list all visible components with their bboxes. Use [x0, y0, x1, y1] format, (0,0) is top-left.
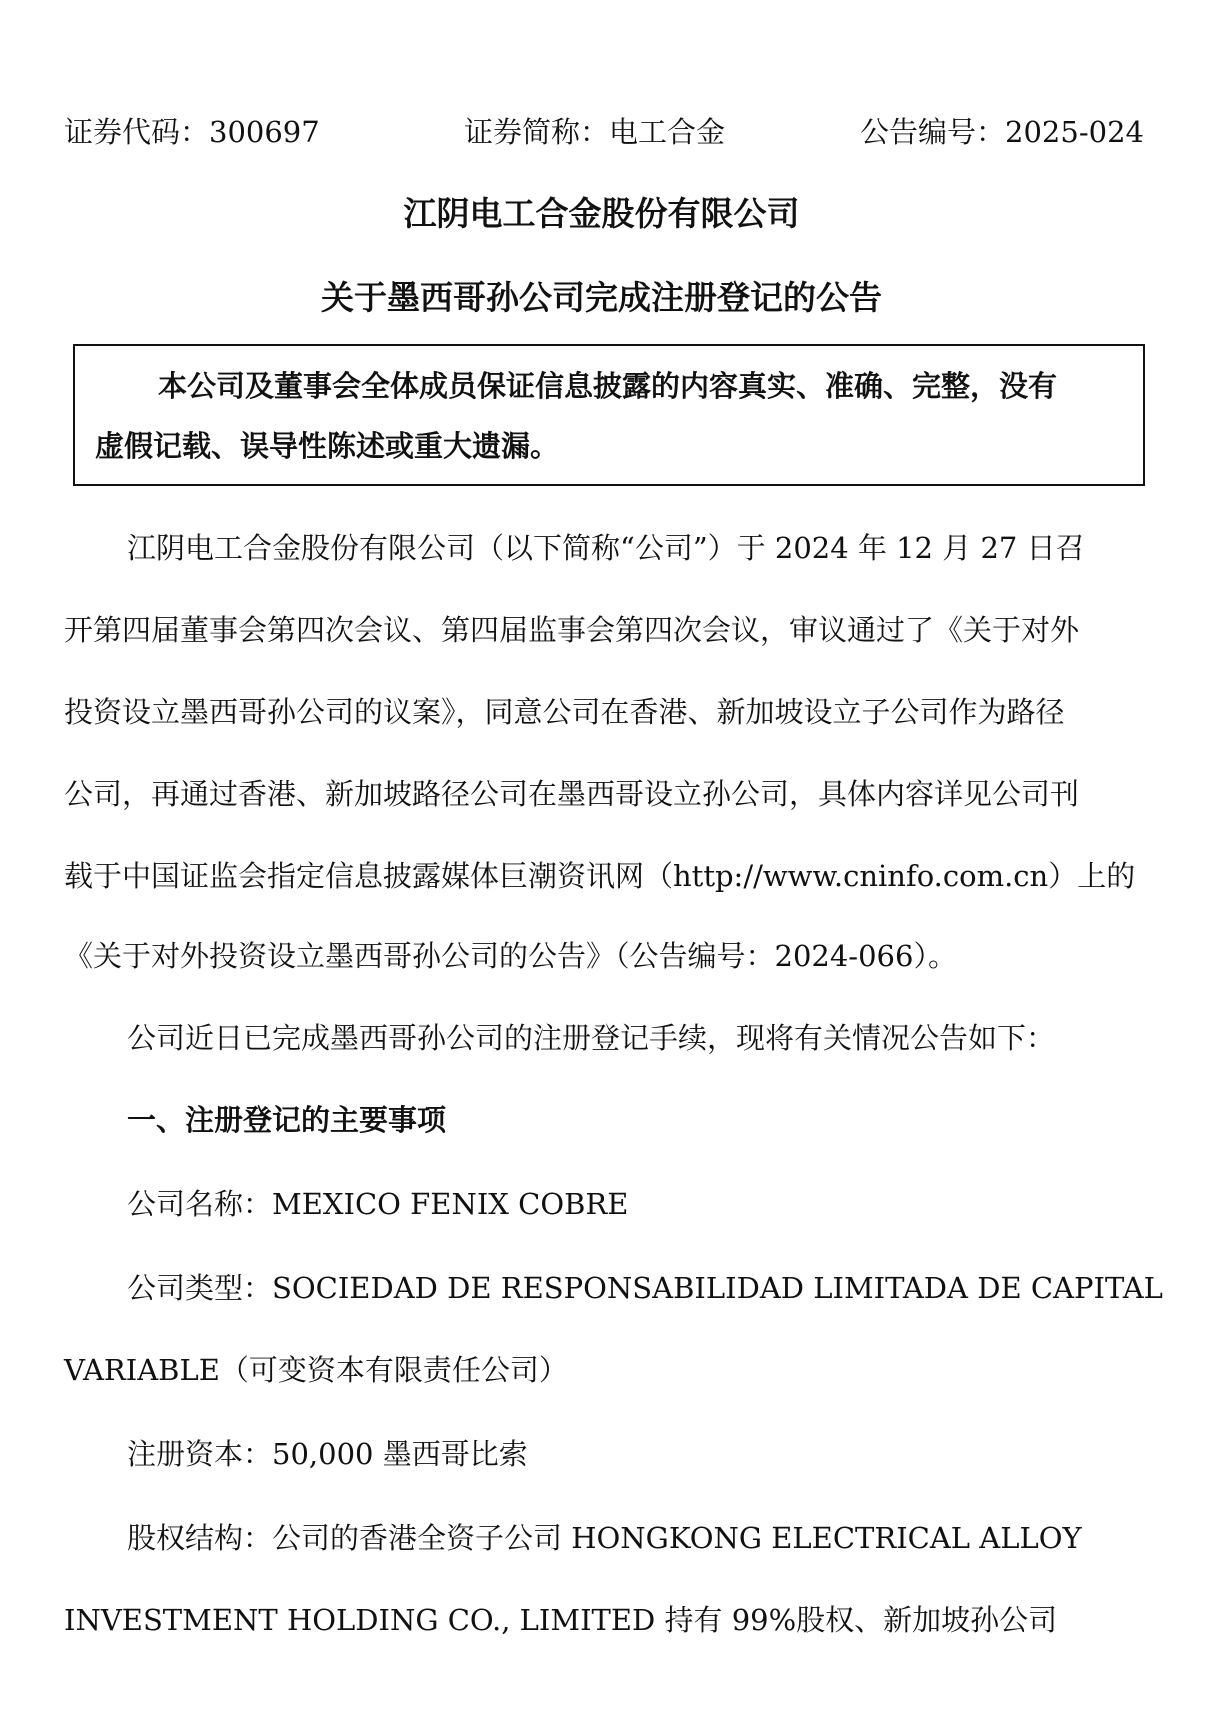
- company-name-item: 公司名称：MEXICO FENIX COBRE: [127, 1187, 629, 1221]
- announcement-header: [64, 112, 1144, 152]
- notice-number: 公告编号：2025-024: [860, 115, 1144, 149]
- company-title: 江阴电工合金股份有限公司: [403, 194, 800, 233]
- registered-capital-item: 注册资本：50,000 墨西哥比索: [127, 1437, 528, 1471]
- paragraph-line: 开第四届董事会第四次会议、第四届监事会第四次会议，审议通过了《关于对外: [64, 613, 1080, 647]
- company-type-item: VARIABLE（可变资本有限责任公司）: [64, 1353, 568, 1387]
- paragraph-line: 公司，再通过香港、新加坡路径公司在墨西哥设立孙公司，具体内容详见公司刊: [64, 777, 1080, 811]
- company-type-item: 公司类型：SOCIEDAD DE RESPONSABILIDAD LIMITADA DE CAPITAL: [127, 1271, 1163, 1305]
- paragraph-line: 公司近日已完成墨西哥孙公司的注册登记手续，现将有关情况公告如下：: [127, 1021, 1056, 1055]
- announcement-title: 关于墨西哥孙公司完成注册登记的公告: [321, 278, 882, 317]
- section-heading: 一、注册登记的主要事项: [127, 1103, 447, 1137]
- paragraph-line: 《关于对外投资设立墨西哥孙公司的公告》（公告编号：2024-066）。: [64, 939, 957, 973]
- equity-structure-item: INVESTMENT HOLDING CO., LIMITED 持有 99%股权、新加坡孙公司: [64, 1603, 1058, 1637]
- equity-structure-item: 股权结构：公司的香港全资子公司 HONGKONG ELECTRICAL ALLOY: [127, 1521, 1082, 1555]
- disclaimer-box: [73, 344, 1145, 486]
- disclaimer-line: 虚假记载、误导性陈述或重大遗漏。: [95, 429, 560, 463]
- paragraph-line: 投资设立墨西哥孙公司的议案》，同意公司在香港、新加坡设立子公司作为路径: [64, 695, 1065, 729]
- disclaimer-line: 本公司及董事会全体成员保证信息披露的内容真实、准确、完整，没有: [158, 369, 1058, 403]
- paragraph-line: 载于中国证监会指定信息披露媒体巨潮资讯网（http://www.cninfo.com.cn）上的: [64, 859, 1136, 893]
- stock-code: 证券代码：300697: [64, 115, 320, 149]
- paragraph-line: 江阴电工合金股份有限公司（以下简称“公司”）于 2024 年 12 月 27 日召: [127, 531, 1085, 565]
- stock-abbreviation: 证券简称：电工合金: [464, 115, 726, 149]
